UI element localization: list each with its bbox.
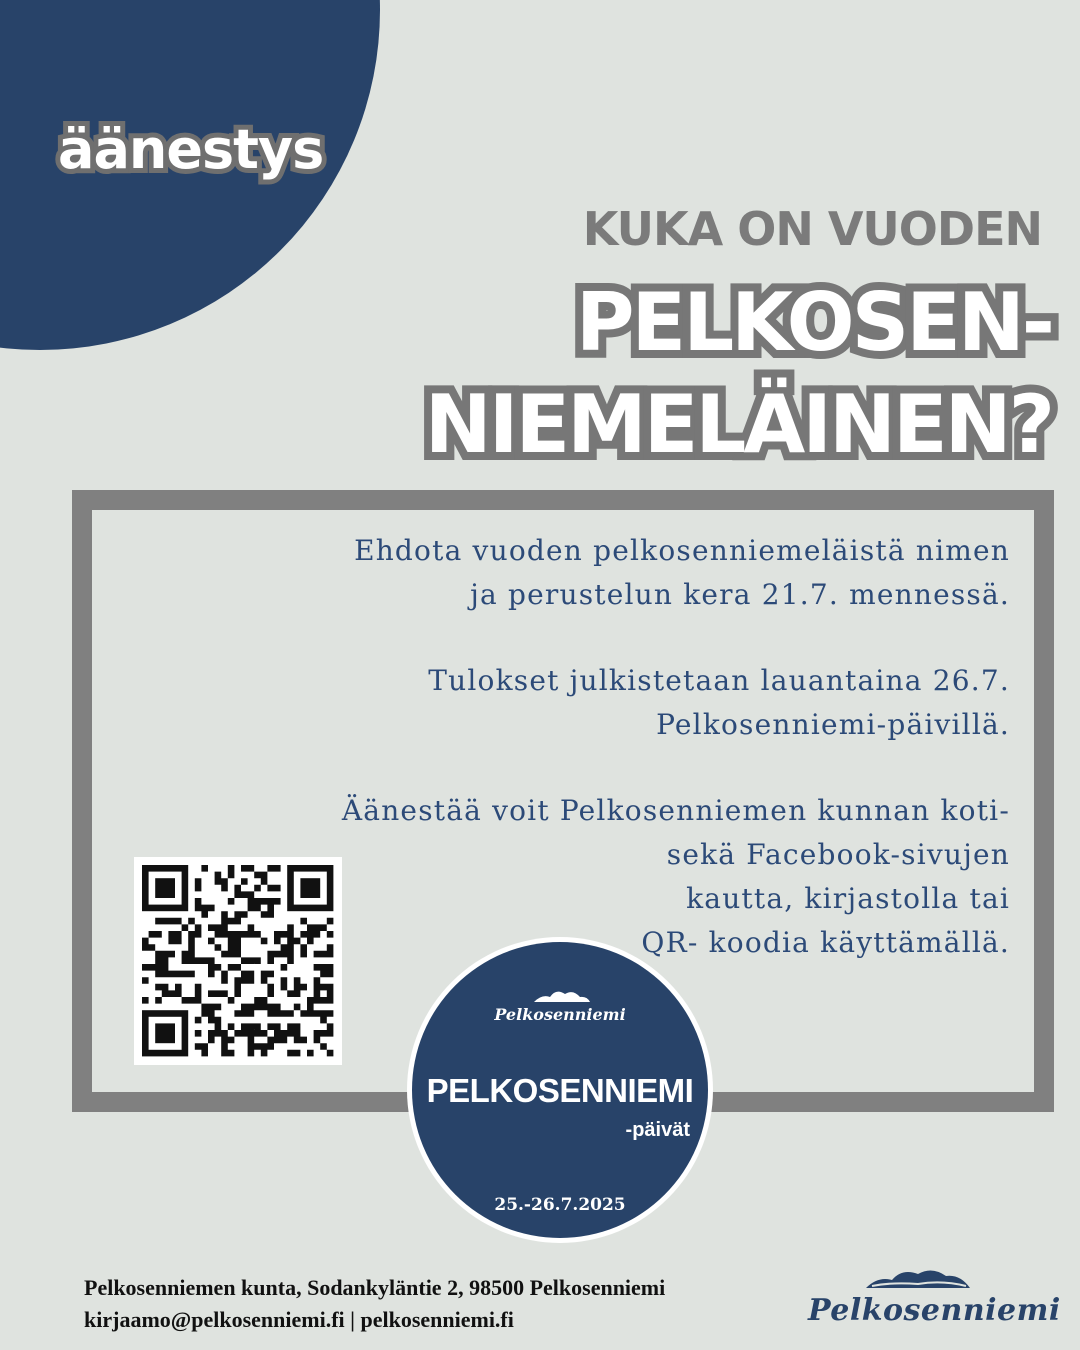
paragraph-line: sekä Facebook-sivujen — [666, 838, 1010, 871]
paragraph-nominate — [354, 529, 1010, 617]
paragraph-line: Pelkosenniemi-päivillä. — [656, 708, 1010, 741]
heading-line-1: KUKA ON VUODEN — [582, 202, 1042, 256]
footer-address: Pelkosenniemen kunta, Sodankyläntie 2, 98500 Pelkosenniemi — [84, 1275, 666, 1300]
badge-subtitle: -päivät — [625, 1119, 690, 1141]
fell-clouds-icon — [862, 1266, 974, 1292]
heading-line-3: NIEMELÄINEN? — [424, 378, 1052, 471]
heading-line-2: PELKOSEN- — [575, 276, 1052, 369]
paragraph-results — [428, 659, 1010, 747]
footer-contact — [84, 1272, 665, 1336]
paragraph-line: Ehdota vuoden pelkosenniemeläistä nimen — [354, 534, 1010, 567]
footer-links[interactable]: kirjaamo@pelkosenniemi.fi | pelkosenniemi.fi — [84, 1307, 514, 1332]
badge-script-logo: Pelkosenniemi — [494, 1005, 626, 1024]
paragraph-line: ja perustelun kera 21.7. mennessä. — [470, 578, 1010, 611]
badge-dates: 25.-26.7.2025 — [494, 1195, 626, 1215]
cloud-icon — [532, 986, 592, 1006]
event-badge — [407, 937, 713, 1243]
municipality-logo: Pelkosenniemi — [808, 1293, 1061, 1328]
vote-tag: äänestys — [58, 118, 324, 181]
event-badge-inner — [412, 942, 708, 1238]
qr-code-icon[interactable] — [134, 857, 342, 1065]
paragraph-line: QR- koodia käyttämällä. — [641, 926, 1010, 959]
badge-title: PELKOSENNIEMI — [426, 1072, 694, 1109]
paragraph-line: Äänestää voit Pelkosenniemen kunnan koti- — [341, 794, 1010, 827]
paragraph-line: kautta, kirjastolla tai — [686, 882, 1010, 915]
paragraph-line: Tulokset julkistetaan lauantaina 26.7. — [428, 664, 1010, 697]
paragraph-how-to-vote — [342, 789, 1010, 965]
